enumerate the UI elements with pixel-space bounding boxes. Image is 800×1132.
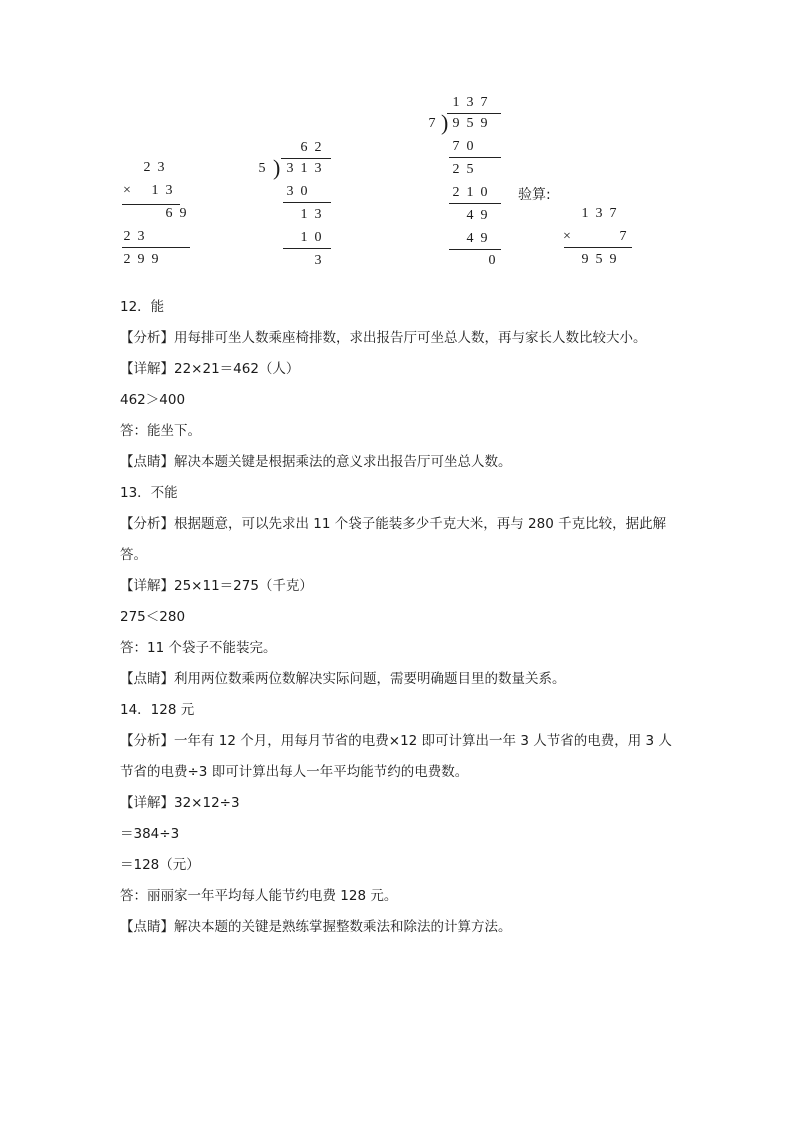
subtract-step-5: 4 9 [466,231,488,246]
q13-analysis-line-1: 【分析】根据题意，可以先求出 11 个袋子能装多少千克大米，再与 280 千克比较，据此解 [120,516,667,532]
q14-step-2: ＝128（元） [120,857,200,873]
rule [449,203,501,204]
multiplication-23x13 [120,160,200,270]
q13-title: 13．不能 [120,485,178,501]
q14-answer: 答：丽丽家一年平均每人能节约电费 128 元。 [120,888,398,904]
subtract-step-1: 7 0 [452,139,474,154]
q14-analysis-line-2: 节省的电费÷3 即可计算出每人一年平均能节约的电费数。 [120,764,469,780]
remainder: 3 [314,253,322,268]
division-bracket: ) [441,110,449,135]
partial-product-1: 6 9 [165,206,187,221]
rule [283,202,331,203]
rule [449,249,501,250]
rule [122,204,180,205]
division-bracket: ) [273,155,281,180]
q12-comparison: 462＞400 [120,392,186,408]
q13-detail: 【详解】25×11＝275（千克） [120,578,313,594]
rule [122,247,190,248]
subtract-step-1: 3 0 [286,184,308,199]
subtract-step-4: 4 9 [466,208,488,223]
dividend: 9 5 9 [452,116,488,131]
quotient: 6 2 [300,140,322,155]
remainder: 0 [488,253,496,268]
q12-detail: 【详解】22×21＝462（人） [120,361,300,377]
check-multiplication-137x7 [560,206,640,276]
subtract-step-3: 1 0 [300,230,322,245]
partial-product-2: 2 3 [123,229,145,244]
check-product: 9 5 9 [581,252,617,267]
rule [447,113,501,114]
check-multiplier: × 7 [563,229,627,244]
rule [449,157,501,158]
subtract-step-3: 2 1 0 [452,185,488,200]
rule [283,248,331,249]
division-313-by-5 [255,140,345,270]
product: 2 9 9 [123,252,159,267]
q13-comparison: 275＜280 [120,609,186,625]
division-959-by-7 [425,95,515,270]
subtract-step-2: 1 3 [300,207,322,222]
answer-section [120,292,690,943]
q14-analysis-line-1: 【分析】一年有 12 个月，用每月节省的电费×12 即可计算出一年 3 人节省的电费，用 3 人 [120,733,672,749]
q14-step-1: ＝384÷3 [120,826,180,842]
divisor: 5 [258,161,266,176]
rule [281,158,331,159]
rule [564,247,632,248]
q14-title: 14．128 元 [120,702,195,718]
dividend: 3 1 3 [286,161,322,176]
q12-analysis: 【分析】用每排可坐人数乘座椅排数，求出报告厅可坐总人数，再与家长人数比较大小。 [120,330,647,346]
q14-detail: 【详解】32×12÷3 [120,795,240,811]
q13-analysis-line-2: 答。 [120,547,147,563]
check-label: 验算: [518,187,551,203]
q12-answer: 答：能坐下。 [120,423,201,439]
subtract-step-2: 2 5 [452,162,474,177]
quotient: 1 3 7 [452,95,488,110]
q12-note: 【点睛】解决本题关键是根据乘法的意义求出报告厅可坐总人数。 [120,454,512,470]
q12-title: 12．能 [120,299,165,315]
q14-note: 【点睛】解决本题的关键是熟练掌握整数乘法和除法的计算方法。 [120,919,512,935]
q13-note: 【点睛】利用两位数乘两位数解决实际问题，需要明确题目里的数量关系。 [120,671,566,687]
multiplier: × 1 3 [123,183,173,198]
divisor: 7 [428,116,436,131]
check-multiplicand: 1 3 7 [581,206,617,221]
q13-answer: 答：11 个袋子不能装完。 [120,640,277,656]
multiplicand: 2 3 [143,160,165,175]
